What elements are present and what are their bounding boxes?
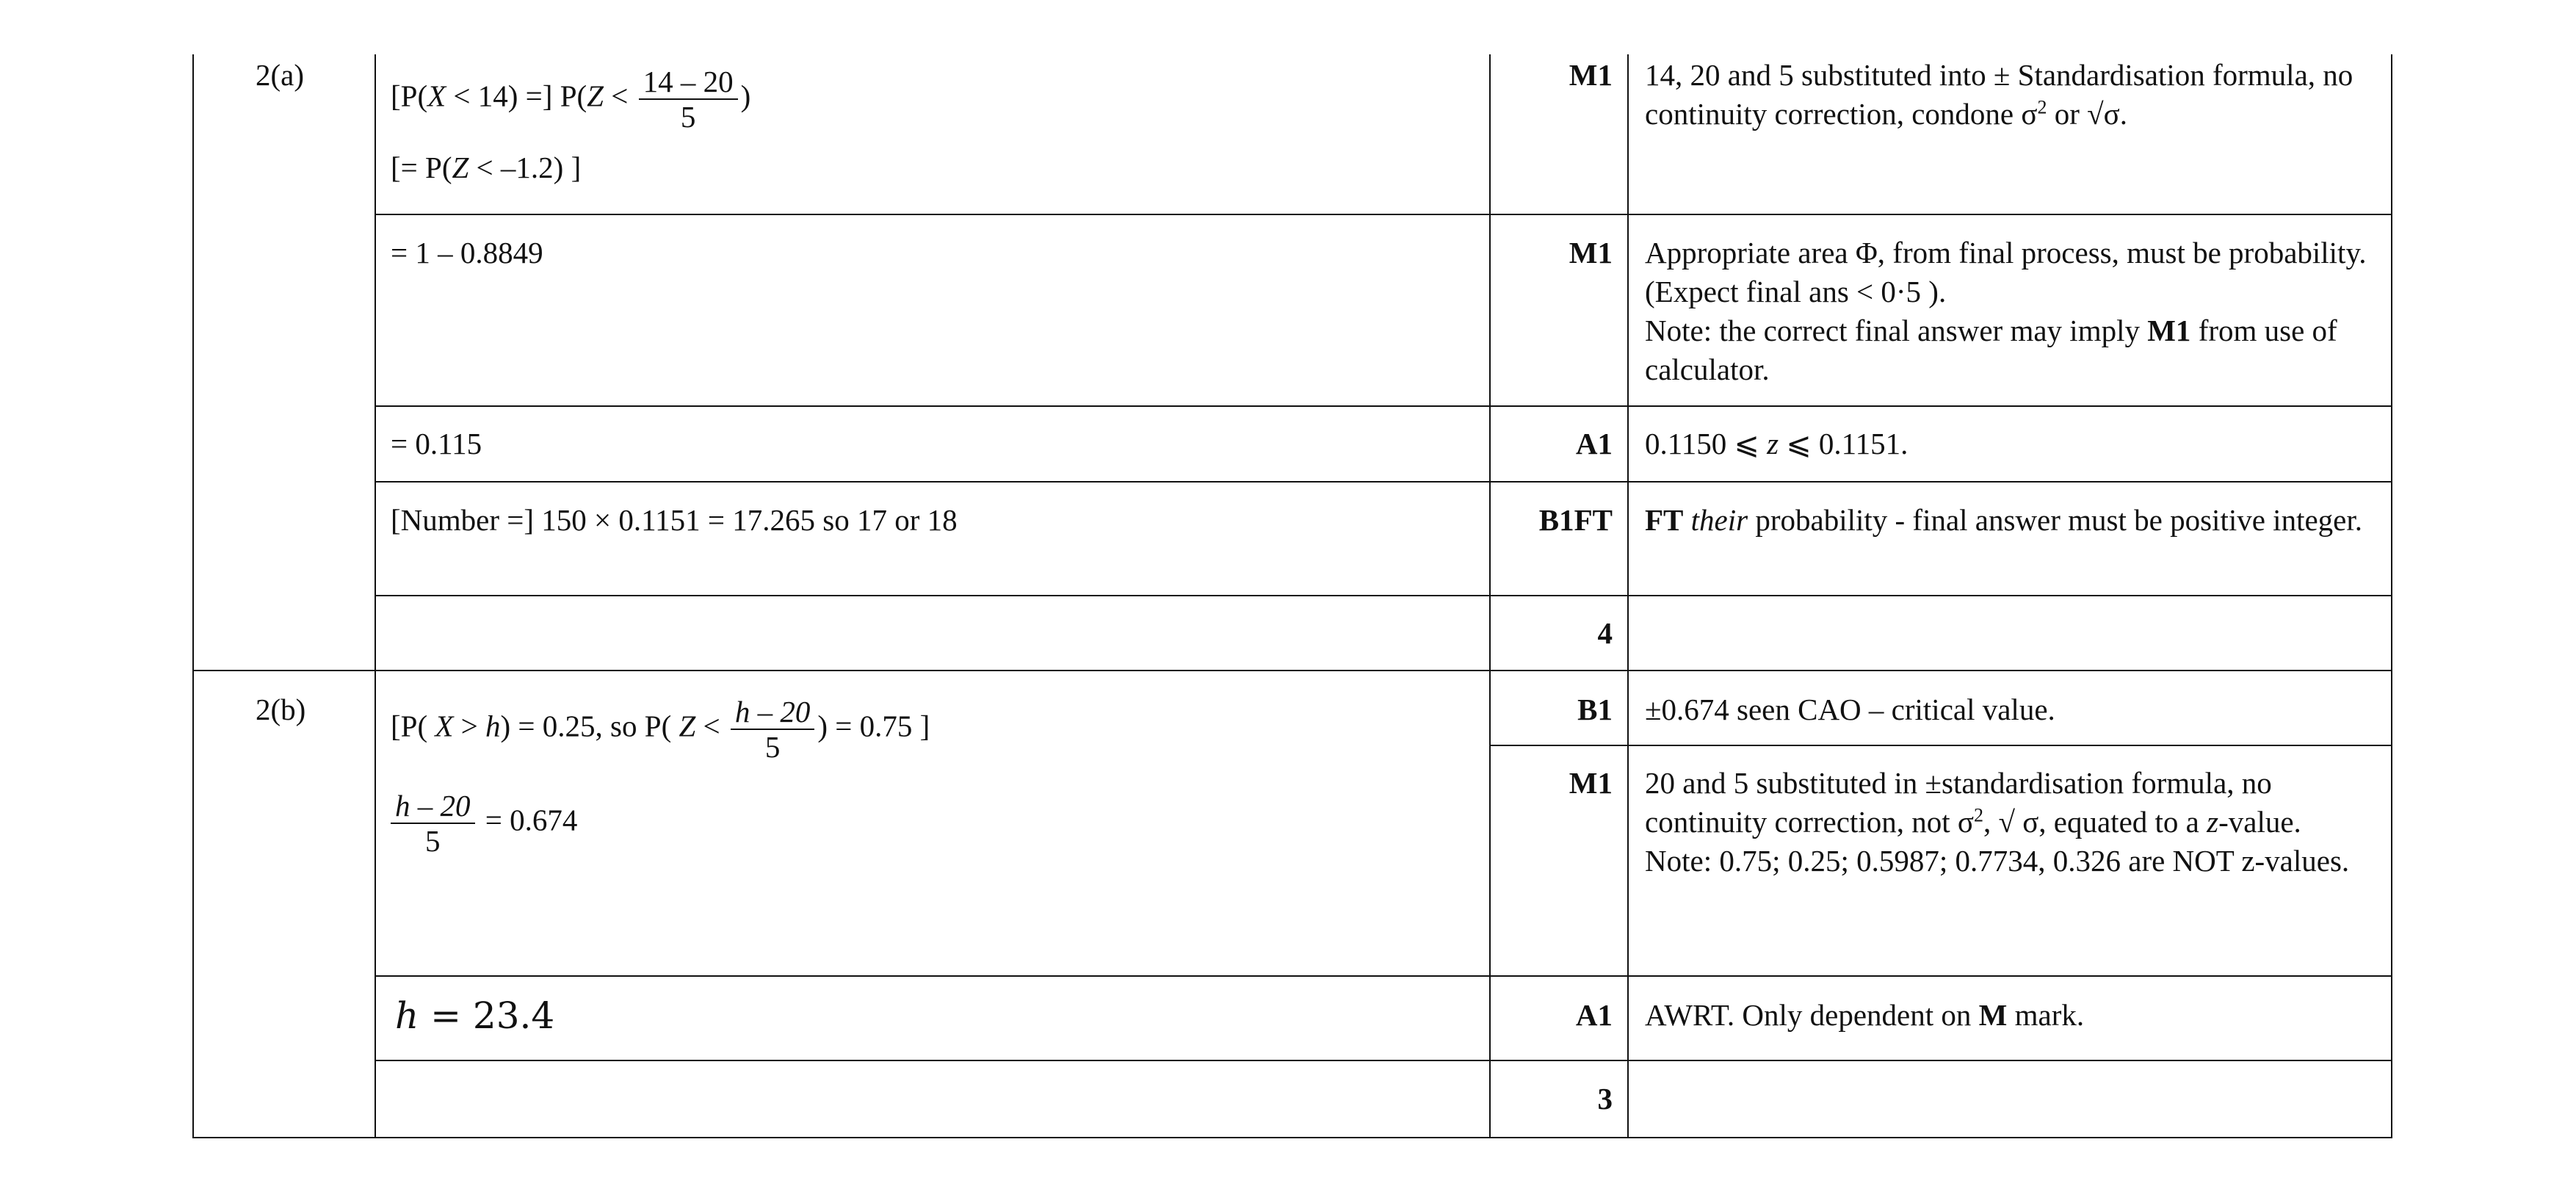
mark-code: A1 [1575,427,1613,460]
question-label-2b: 2(b) [256,693,306,726]
mark-code: M1 [1569,766,1613,800]
guidance-text: 0.1150 ⩽ z ⩽ 0.1151. [1645,427,1909,460]
guidance-text: 20 and 5 substituted in ±standardisation formula, no continuity correction, not $\sigma^2$, √ σ, equated to a z-value. Note: 0.75; 0.25; 0.5987; 0.7734, 0.326 are NOT z-values. [1645,766,2350,878]
row-divider [1489,745,2392,746]
row-divider [375,1060,2392,1061]
fraction: $\frac{h - 20}{5}$ [731,695,815,764]
working-text: [Number =] 150 × 0.1151 = 17.265 so 17 or 18 [391,503,958,537]
table-border-bottom [192,1137,2392,1138]
total-marks: 3 [1597,1082,1613,1116]
working-2b-line1: [P( X > h) = 0.25, so P( Z < $\frac{h - 20}{5}$ ) = 0.75 ] [391,695,930,764]
question-divider [192,670,2392,671]
row-divider [375,595,2392,596]
total-marks: 4 [1597,616,1613,650]
row-divider [375,214,2392,215]
mark-code: M1 [1569,236,1613,270]
question-label-2a: 2(a) [256,58,305,92]
mark-code: B1 [1577,693,1613,726]
row-divider [375,481,2392,483]
guidance-text: 14, 20 and 5 substituted into ± Standardisation formula, no continuity correction, condone $\sigma^2$ or √σ. [1645,58,2354,131]
fraction: $\frac{14 - 20}{5}$ [639,65,738,134]
working-2a-line2: [= P(Z < –1.2) ] [391,151,582,184]
working-2b-answer: h = 23.4 [395,994,555,1037]
working-text: = 1 – 0.8849 [391,236,543,270]
row-divider [375,405,2392,407]
mark-code: M1 [1569,58,1613,92]
guidance-text: Appropriate area Φ, from final process, must be probability. (Expect final ans < 0·5 ). Note: the correct final answer may imply M1 from use of calculator. [1645,236,2367,386]
table-border-left [192,54,194,1138]
guidance-text: ±0.674 seen CAO – critical value. [1645,693,2055,726]
fraction: $\frac{h - 20}{5}$ [391,789,475,858]
mark-code: A1 [1575,998,1613,1032]
guidance-text: AWRT. Only dependent on M mark. [1645,998,2085,1032]
working-2a-line1: [P(X < 14) =] P(Z < $\frac{14 - 20}{5}$ ) [391,65,751,134]
guidance-text: FT their probability - final answer must be positive integer. [1645,503,2362,537]
working-2b-line2: $\frac{h - 20}{5}$ = 0.674 [391,789,577,858]
working-text: = 0.115 [391,427,482,460]
row-divider [375,975,2392,977]
mark-code: B1FT [1538,503,1613,537]
